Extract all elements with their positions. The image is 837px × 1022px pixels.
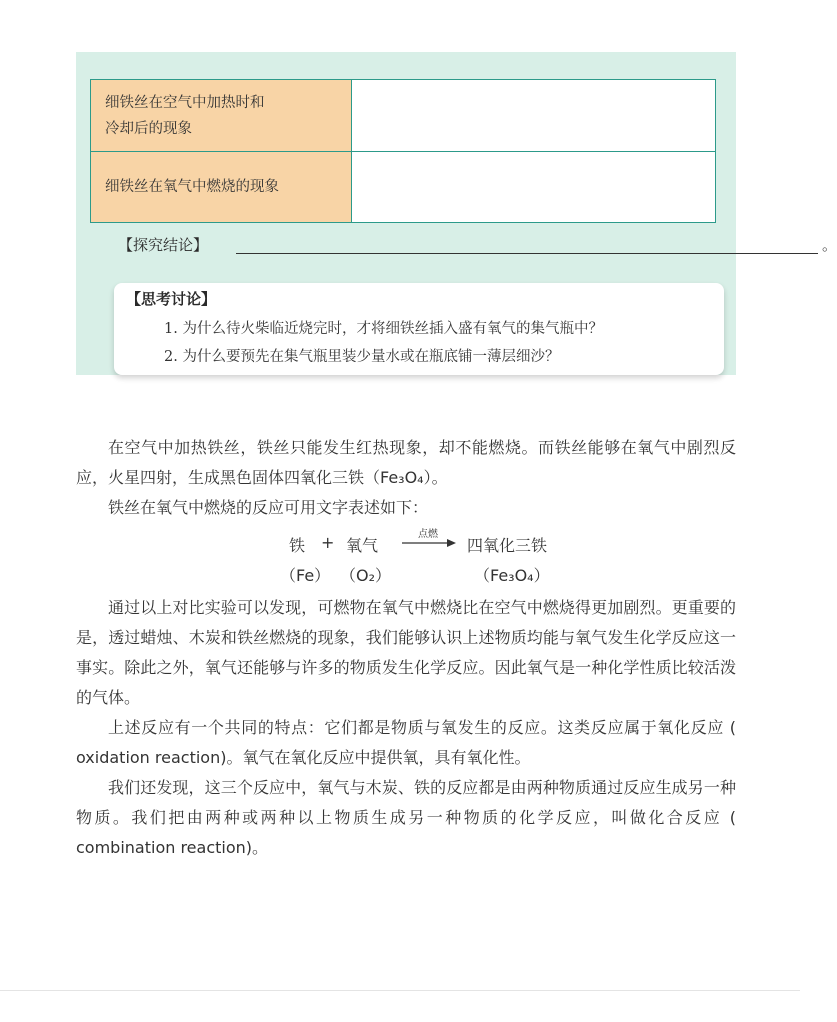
- answer-cell-burn-in-oxygen[interactable]: [352, 152, 716, 223]
- formula-o2: （O₂）: [340, 566, 392, 585]
- paragraph-combination: 我们还发现，这三个反应中，氧气与木炭、铁的反应都是由两种物质通过反应生成另一种物质。我们把由两种或两种以上物质生成另一种物质的化学反应，叫做化合反应 ( combination reaction)。: [76, 778, 736, 857]
- discussion-box: [114, 283, 724, 375]
- paragraph-iron-in-air: 在空气中加热铁丝，铁丝只能发生红热现象，却不能燃烧。而铁丝能够在氧气中剧烈反应，火星四射，生成黑色固体四氧化三铁（Fe₃O₄）。: [76, 438, 736, 487]
- paragraph-oxidation: 上述反应有一个共同的特点：它们都是物质与氧发生的反应。这类反应属于氧化反应 ( oxidation reaction)。氧气在氧化反应中提供氧，具有氧化性。: [76, 718, 736, 767]
- row-label-burn-in-oxygen: 细铁丝在氧气中燃烧的现象: [91, 152, 352, 223]
- paragraph-comparison: 通过以上对比实验可以发现，可燃物在氧气中燃烧比在空气中燃烧得更加剧烈。更重要的是，透过蜡烛、木炭和铁丝燃烧的现象，我们能够认识上述物质均能与氧气发生化学反应这一事实。除此之外，氧气还能够与许多的物质发生化学反应。因此氧气是一种化学性质比较活泼的气体。: [76, 598, 736, 707]
- conclusion-answer-line[interactable]: [236, 253, 818, 254]
- table-row: [91, 80, 716, 152]
- conclusion-period: 。: [822, 236, 837, 254]
- discussion-title: 【思考讨论】: [126, 290, 217, 308]
- paragraph-word-equation-intro: 铁丝在氧气中燃烧的反应可用文字表述如下：: [108, 498, 429, 517]
- conclusion-row: [118, 232, 837, 260]
- page-divider: [0, 990, 800, 991]
- reaction-arrow-icon: [400, 527, 458, 551]
- equation-product: 四氧化三铁: [467, 536, 548, 555]
- discussion-question-2: 2. 为什么要预先在集气瓶里装少量水或在瓶底铺一薄层细沙？: [164, 349, 560, 365]
- equation-plus: +: [321, 533, 335, 552]
- discussion-question-1: 1. 为什么待火柴临近烧完时，才将细铁丝插入盛有氧气的集气瓶中？: [164, 321, 603, 337]
- row-label-heated-in-air: 细铁丝在空气中加热时和 冷却后的现象: [91, 80, 352, 152]
- answer-cell-heated-in-air[interactable]: [352, 80, 716, 152]
- observation-table: [90, 79, 716, 223]
- paragraph-block-2: [76, 593, 736, 863]
- paragraph-block-1: [76, 433, 736, 523]
- equation-reactant-oxygen: 氧气: [346, 536, 379, 555]
- conclusion-label: 【探究结论】: [118, 236, 209, 254]
- table-row: [91, 152, 716, 223]
- formula-fe3o4: （Fe₃O₄）: [474, 566, 550, 585]
- formula-fe: （Fe）: [280, 566, 331, 585]
- equation-reactant-iron: 铁: [289, 536, 306, 555]
- reaction-condition: 点燃: [418, 529, 438, 540]
